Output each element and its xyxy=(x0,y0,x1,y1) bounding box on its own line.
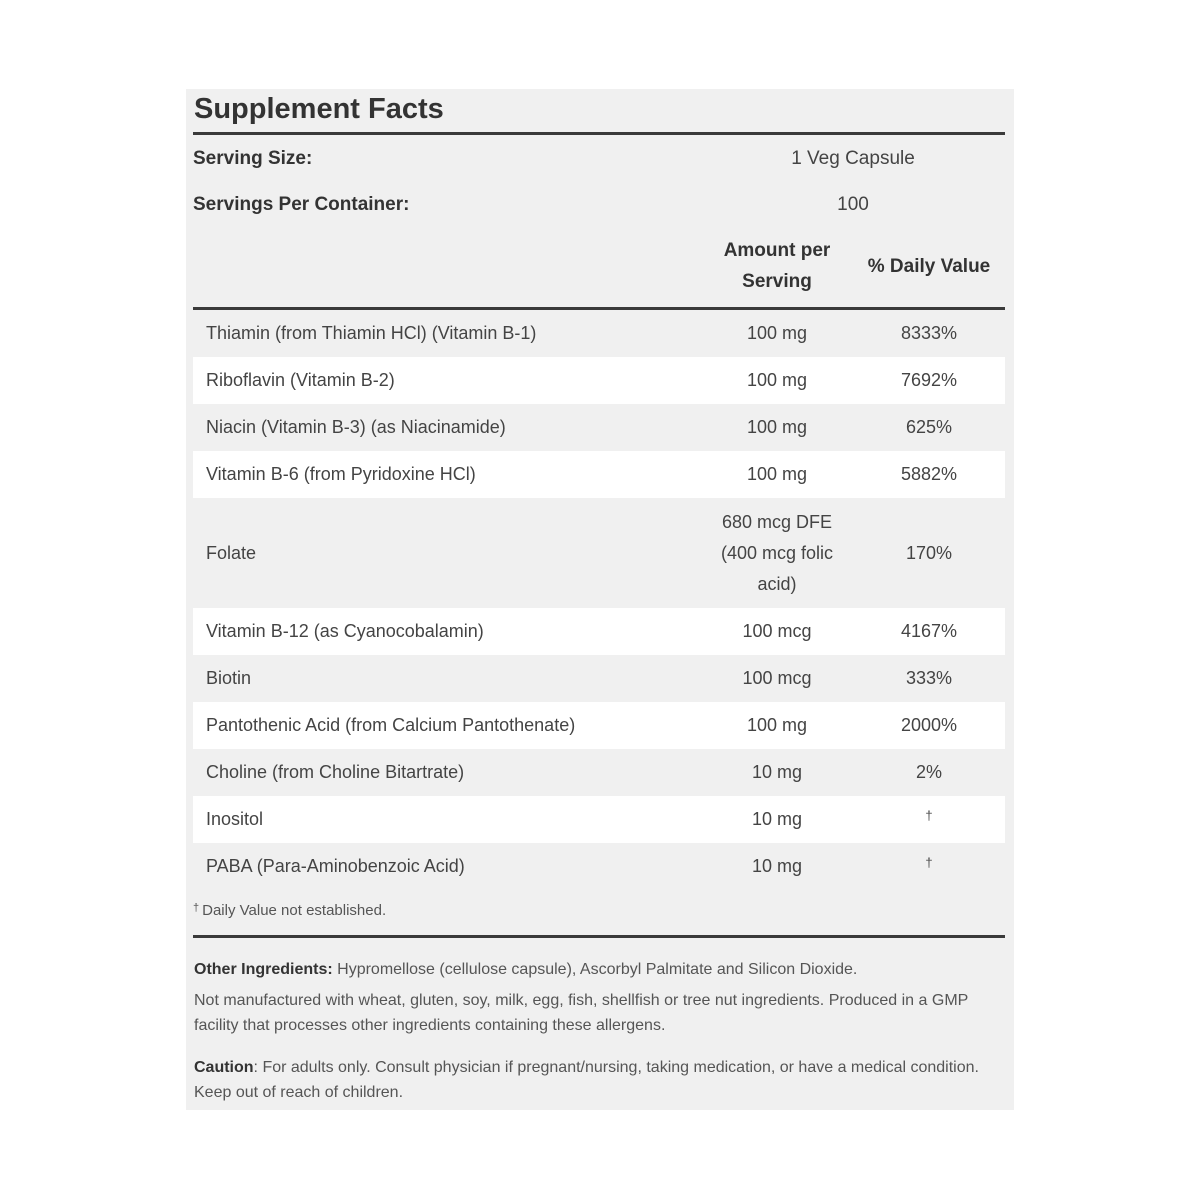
amount-header-line2: Serving xyxy=(742,271,812,292)
nutrient-table xyxy=(193,310,1005,890)
serving-size-value: 1 Veg Capsule xyxy=(791,148,915,169)
table-row xyxy=(193,310,1005,357)
nutrient-amount: 100 mg xyxy=(746,370,808,390)
supplement-facts-panel xyxy=(186,89,1014,1110)
nutrient-amount: 100 mg xyxy=(746,323,808,343)
dagger-mark: † xyxy=(925,808,933,823)
nutrient-daily-value: 8333% xyxy=(900,323,958,343)
servings-per-container-label: Servings Per Container: xyxy=(193,194,410,215)
dagger-mark: † xyxy=(925,855,933,870)
footer-divider xyxy=(193,935,1005,938)
nutrient-name: Inositol xyxy=(206,809,264,829)
table-row xyxy=(193,796,1005,843)
footnote-text: Daily Value not established. xyxy=(202,902,387,919)
nutrient-amount xyxy=(702,498,852,608)
table-row xyxy=(193,843,1005,890)
nutrient-daily-value xyxy=(854,843,1004,890)
nutrient-amount: 10 mg xyxy=(751,809,803,829)
nutrient-daily-value: 7692% xyxy=(900,370,958,390)
nutrient-daily-value: 2% xyxy=(915,762,942,782)
footnote-symbol: † xyxy=(193,902,200,914)
nutrient-amount: 100 mg xyxy=(746,417,808,437)
caution-statement xyxy=(194,1055,994,1105)
title-divider xyxy=(193,132,1005,135)
nutrient-name: Thiamin (from Thiamin HCl) (Vitamin B-1) xyxy=(206,323,537,343)
table-row xyxy=(193,655,1005,702)
nutrient-amount: 100 mcg xyxy=(742,668,812,688)
nutrient-daily-value: 333% xyxy=(905,668,953,688)
table-row xyxy=(193,608,1005,655)
allergen-statement: Not manufactured with wheat, gluten, soy, milk, egg, fish, shellfish or tree nut ingredients. Produced in a GMP facility that processes other ingredients containing these allergens. xyxy=(194,992,969,1034)
nutrient-daily-value: 4167% xyxy=(900,621,958,641)
amount-per-serving-header xyxy=(702,235,852,297)
nutrient-daily-value: 2000% xyxy=(900,715,958,735)
nutrient-amount: 100 mg xyxy=(746,715,808,735)
nutrient-daily-value: 170% xyxy=(905,542,953,563)
daily-value-footnote xyxy=(193,897,386,926)
nutrient-amount-line: 680 mcg DFE xyxy=(721,511,833,532)
nutrient-daily-value: 625% xyxy=(905,417,953,437)
servings-per-container-value: 100 xyxy=(837,194,869,215)
nutrient-name: Vitamin B-6 (from Pyridoxine HCl) xyxy=(206,464,476,484)
table-row xyxy=(193,404,1005,451)
other-ingredients xyxy=(194,957,994,982)
nutrient-name: PABA (Para-Aminobenzoic Acid) xyxy=(206,856,465,876)
table-row xyxy=(193,357,1005,404)
table-row xyxy=(193,451,1005,498)
table-row xyxy=(193,702,1005,749)
nutrient-daily-value: 5882% xyxy=(900,464,958,484)
nutrient-amount: 10 mg xyxy=(751,762,803,782)
servings-per-container-row xyxy=(193,182,1005,228)
other-ingredients-text: Hypromellose (cellulose capsule), Ascorbyl Palmitate and Silicon Dioxide. xyxy=(337,961,858,978)
nutrient-amount-line: acid) xyxy=(757,573,797,594)
nutrient-name: Riboflavin (Vitamin B-2) xyxy=(206,370,395,390)
serving-size-label: Serving Size: xyxy=(193,148,313,169)
caution-text: : For adults only. Consult physician if pregnant/nursing, taking medication, or have a medical condition. Keep out of reach of children. xyxy=(194,1059,979,1101)
table-row xyxy=(193,498,1005,608)
nutrient-name: Choline (from Choline Bitartrate) xyxy=(206,762,465,782)
nutrient-amount: 100 mcg xyxy=(742,621,812,641)
serving-size-row xyxy=(193,136,1005,182)
caution-label: Caution xyxy=(194,1059,254,1076)
nutrient-daily-value xyxy=(854,796,1004,843)
other-ingredients-label: Other Ingredients: xyxy=(194,961,333,978)
nutrient-amount: 100 mg xyxy=(746,464,808,484)
nutrient-amount-line: (400 mcg folic xyxy=(720,542,834,563)
nutrient-name: Folate xyxy=(206,542,257,563)
nutrient-name: Pantothenic Acid (from Calcium Pantothenate) xyxy=(206,715,576,735)
nutrient-name: Vitamin B-12 (as Cyanocobalamin) xyxy=(206,621,484,641)
daily-value-header: % Daily Value xyxy=(867,256,991,277)
amount-header-line1: Amount per xyxy=(723,240,831,261)
nutrient-name: Niacin (Vitamin B-3) (as Niacinamide) xyxy=(206,417,506,437)
supplement-facts-title: Supplement Facts xyxy=(194,93,444,125)
table-row xyxy=(193,749,1005,796)
nutrient-name: Biotin xyxy=(206,668,252,688)
nutrient-amount: 10 mg xyxy=(751,856,803,876)
